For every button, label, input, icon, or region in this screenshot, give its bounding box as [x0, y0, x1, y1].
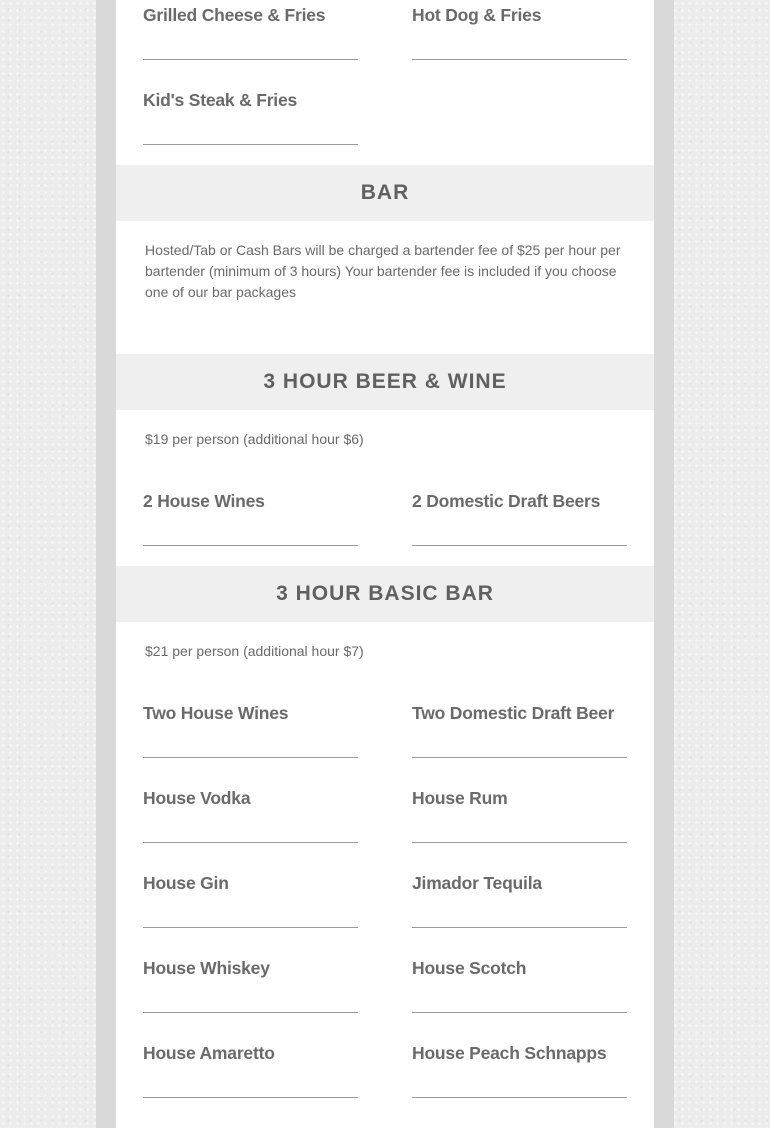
item-name: Grilled Cheese & Fries [143, 5, 326, 25]
item-underline [143, 1012, 358, 1013]
section-title: 3 HOUR BEER & WINE [263, 370, 507, 393]
item-underline [143, 144, 358, 145]
item-underline [143, 842, 358, 843]
item-name: Hot Dog & Fries [412, 5, 542, 25]
item-name: Two House Wines [143, 703, 289, 723]
item-name: House Whiskey [143, 958, 270, 978]
menu-card [116, 0, 654, 1128]
section-title: 3 HOUR BASIC BAR [276, 582, 494, 605]
item-name: House Vodka [143, 788, 251, 808]
item-underline [412, 1012, 627, 1013]
item-underline [412, 927, 627, 928]
bar-fee-note: Hosted/Tab or Cash Bars will be charged a bartender fee of $25 per hour per bartender (minimum of 3 hours) Your bartender fee is included if you choose one of our bar packages [145, 242, 621, 300]
item-name: House Peach Schnapps [412, 1043, 607, 1063]
item-underline [143, 1097, 358, 1098]
section-header-bar [116, 165, 654, 221]
section-header-beer-wine [116, 354, 654, 410]
item-name: 2 Domestic Draft Beers [412, 491, 601, 511]
item-underline [412, 545, 627, 546]
item-underline [412, 59, 627, 60]
item-name: Jimador Tequila [412, 873, 542, 893]
item-name: Two Domestic Draft Beer [412, 703, 615, 723]
item-underline [412, 1097, 627, 1098]
item-name: House Gin [143, 873, 229, 893]
item-underline [143, 59, 358, 60]
beer-wine-price: $19 per person (additional hour $6) [145, 431, 364, 447]
item-name: House Rum [412, 788, 508, 808]
item-underline [143, 545, 358, 546]
basic-bar-price: $21 per person (additional hour $7) [145, 643, 364, 659]
item-name: Kid's Steak & Fries [143, 90, 298, 110]
item-underline [412, 757, 627, 758]
item-underline [412, 842, 627, 843]
item-underline [143, 757, 358, 758]
section-title: BAR [360, 181, 410, 204]
item-name: House Scotch [412, 958, 527, 978]
item-name: 2 House Wines [143, 491, 265, 511]
item-underline [143, 927, 358, 928]
item-name: House Amaretto [143, 1043, 275, 1063]
section-header-basic-bar [116, 566, 654, 622]
